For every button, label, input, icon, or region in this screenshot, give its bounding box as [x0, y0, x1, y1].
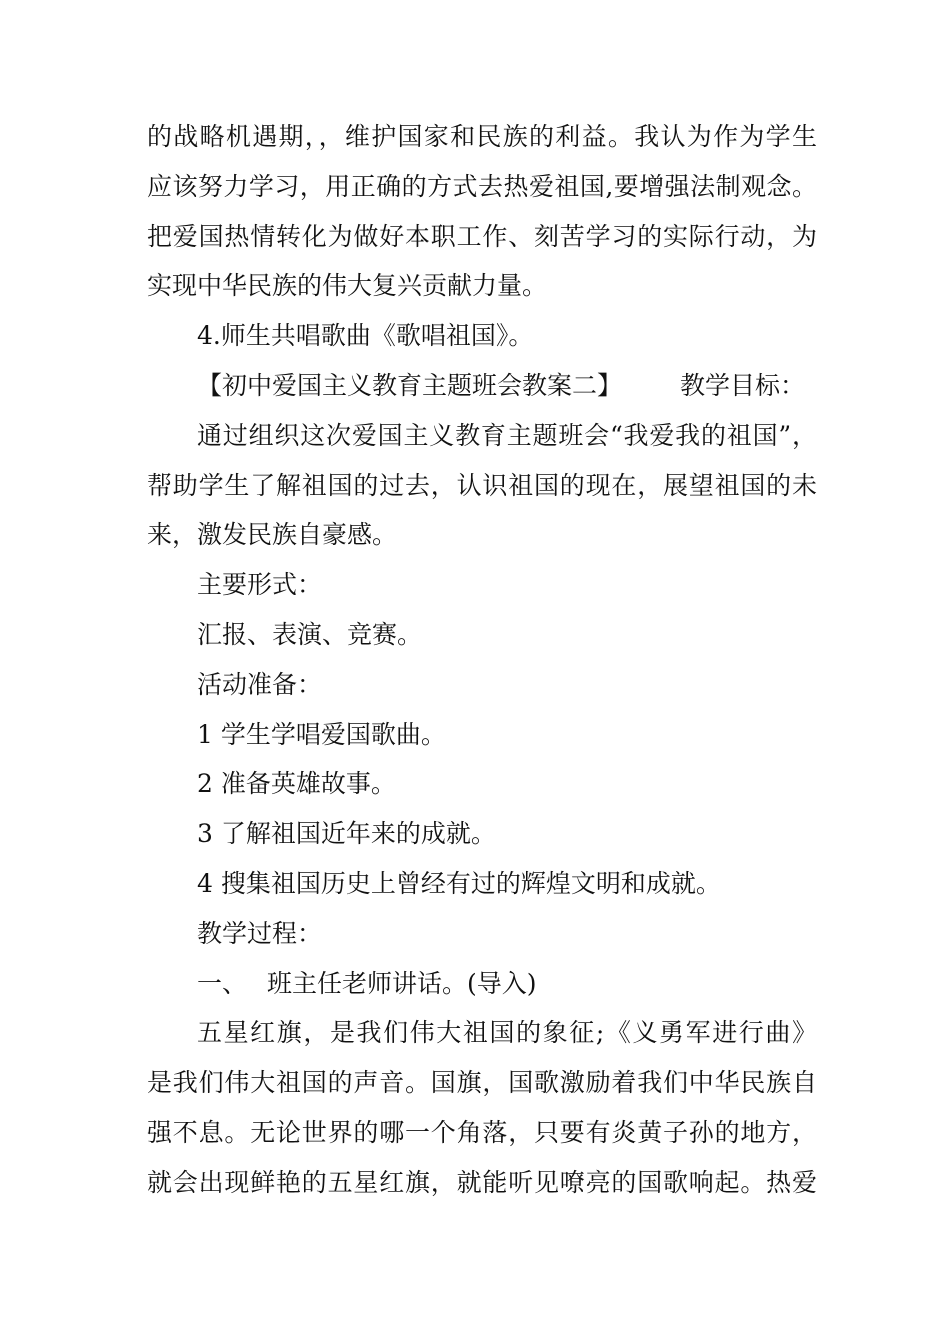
- paragraph-line: 把爱国热情转化为做好本职工作、刻苦学习的实际行动，为: [147, 221, 817, 251]
- paragraph-line: 实现中华民族的伟大复兴贡献力量。: [147, 271, 548, 301]
- list-item: 4 搜集祖国历史上曾经有过的辉煌文明和成就。: [197, 868, 721, 898]
- list-item-text: 班主任老师讲话。(导入): [267, 968, 537, 998]
- list-item: 1 学生学唱爱国歌曲。: [197, 719, 446, 749]
- paragraph-line: 通过组织这次爱国主义教育主题班会“我爱我的祖国”，: [197, 420, 817, 450]
- paragraph-line: 汇报、表演、竞赛。: [197, 619, 423, 649]
- paragraph-line: 应该努力学习，用正确的方式去热爱祖国,要增强法制观念。: [147, 171, 817, 201]
- list-item: 4.师生共唱歌曲《歌唱祖国》。: [197, 321, 534, 351]
- section-label: 主要形式：: [197, 570, 323, 600]
- list-item: 2 准备英雄故事。: [197, 769, 396, 799]
- paragraph-line: 来，激发民族自豪感。: [147, 520, 398, 550]
- section-label: 教学目标：: [680, 370, 806, 400]
- list-number: 一、: [197, 968, 248, 998]
- paragraph-line: 是我们伟大祖国的声音。国旗，国歌激励着我们中华民族自: [147, 1068, 817, 1098]
- section-heading-line: [147, 361, 817, 411]
- section-heading: 【初中爱国主义教育主题班会教案二】: [197, 370, 623, 400]
- document-body: [147, 112, 817, 1208]
- section-label: 教学过程：: [197, 918, 323, 948]
- paragraph-line: 的战略机遇期，，维护国家和民族的利益。我认为作为学生: [147, 122, 817, 151]
- list-item: 3 了解祖国近年来的成就。: [197, 819, 496, 849]
- paragraph-line: 就会出现鲜艳的五星红旗，就能听见嘹亮的国歌响起。热爱: [147, 1167, 817, 1197]
- paragraph-line: 五星红旗，是我们伟大祖国的象征;《义勇军进行曲》: [197, 1018, 817, 1048]
- paragraph-line: 强不息。无论世界的哪一个角落，只要有炎黄子孙的地方，: [147, 1117, 817, 1147]
- section-label: 活动准备：: [197, 669, 323, 699]
- list-item: [147, 959, 817, 1009]
- paragraph-line: 帮助学生了解祖国的过去，认识祖国的现在，展望祖国的未: [147, 470, 817, 500]
